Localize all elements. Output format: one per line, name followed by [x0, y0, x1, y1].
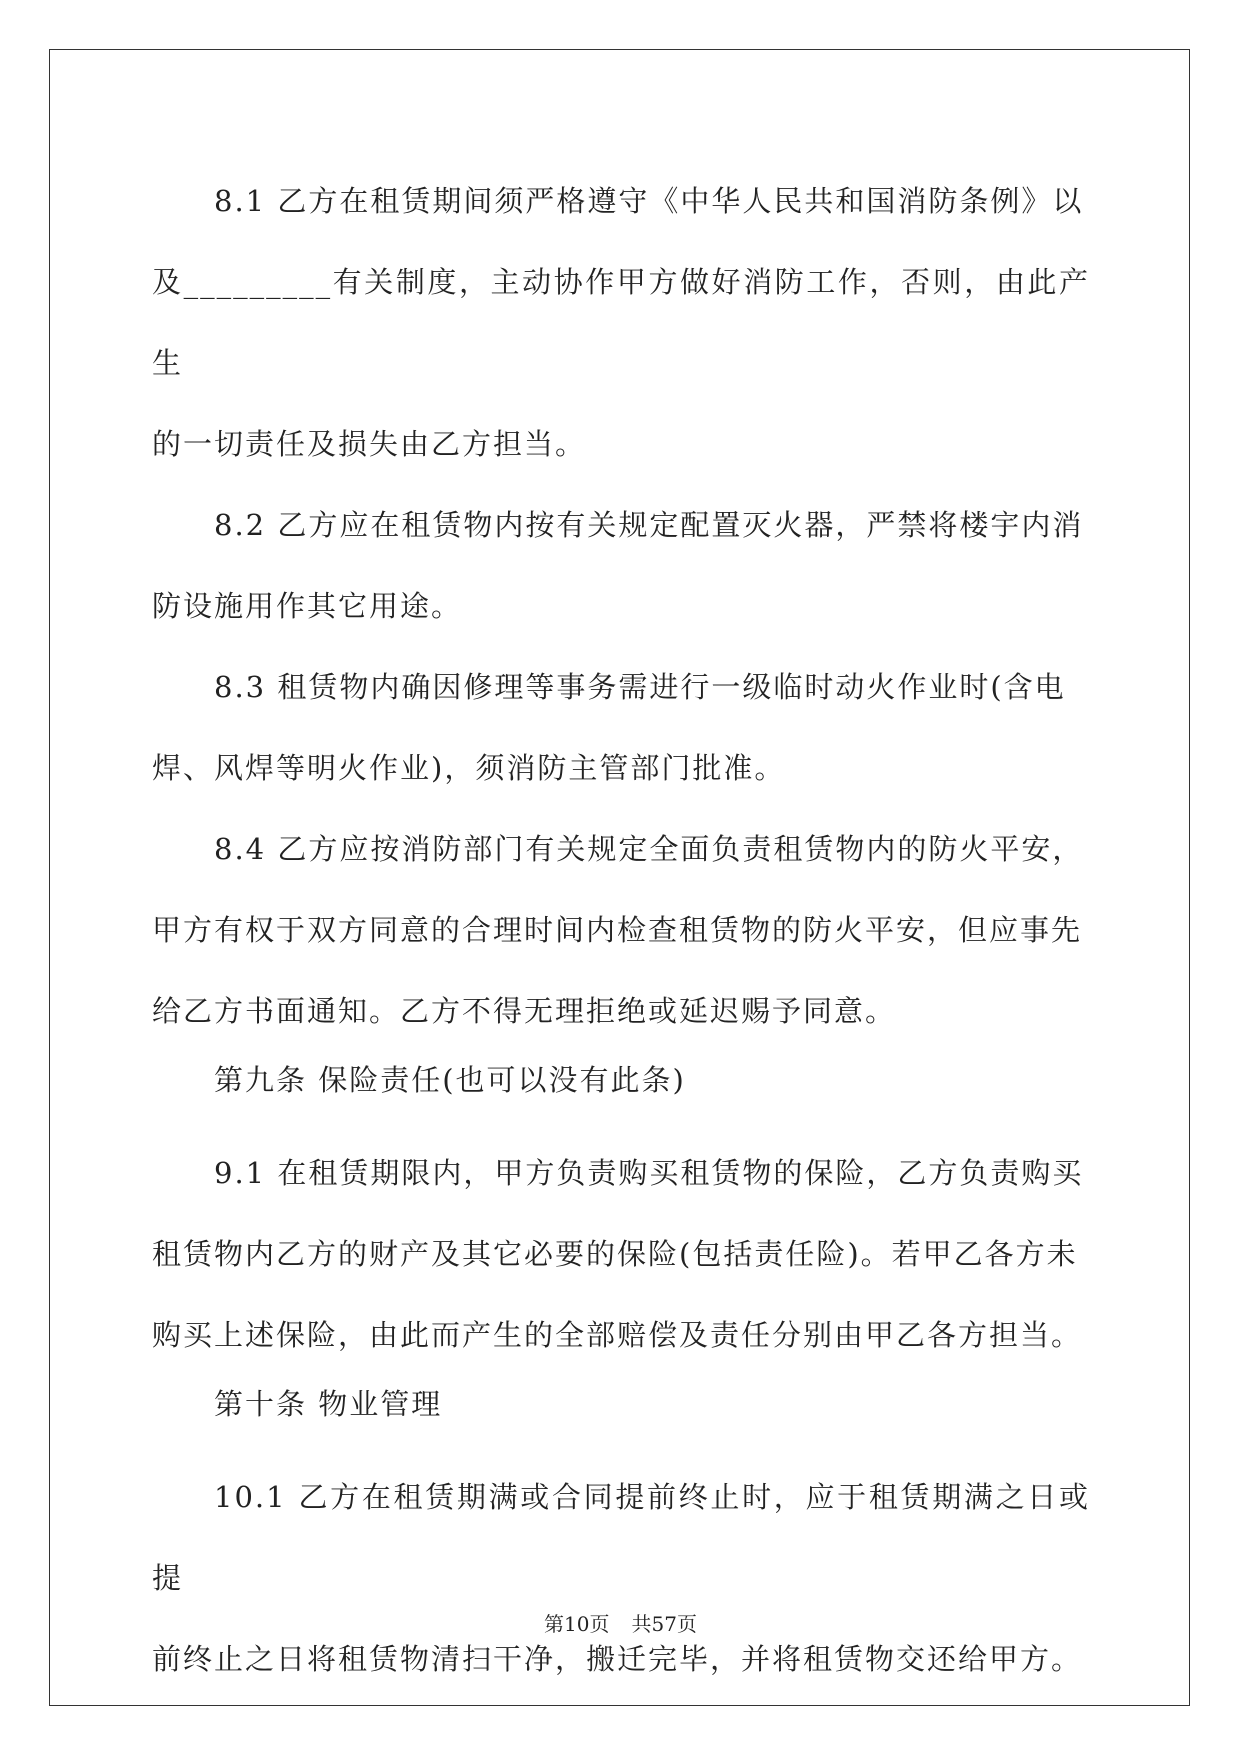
- text-line: 9.1 在租赁期限内，甲方负责购买租赁物的保险，乙方负责购买: [214, 1156, 1084, 1190]
- text-line: 甲方有权于双方同意的合理时间内检查租赁物的防火平安，但应事先: [152, 913, 1083, 947]
- text-line: 8.1 乙方在租赁期间须严格遵守《中华人民共和国消防条例》以: [214, 184, 1084, 218]
- text-line: 前终止之日将租赁物清扫干净，搬迁完毕，并将租赁物交还给甲方。: [152, 1642, 1083, 1676]
- text-line: 8.2 乙方应在租赁物内按有关规定配置灭火器，严禁将楼宇内消: [214, 508, 1084, 542]
- text-line: 的一切责任及损失由乙方担当。: [152, 427, 587, 461]
- text-line: 防设施用作其它用途。: [152, 589, 463, 623]
- clause-paragraph: [152, 1457, 1090, 1700]
- text-line: 8.3 租赁物内确因修理等事务需进行一级临时动火作业时(含电: [214, 670, 1066, 704]
- page-footer: [0, 1608, 1241, 1637]
- text-line: 8.4 乙方应按消防部门有关规定全面负责租赁物内的防火平安，: [214, 832, 1084, 866]
- document-body: [152, 161, 1090, 1700]
- text-line: 焊、风焊等明火作业)，须消防主管部门批准。: [152, 751, 786, 785]
- text-line: 第九条 保险责任(也可以没有此条): [214, 1063, 686, 1097]
- clause-paragraph: [152, 647, 1090, 809]
- text-line: 第十条 物业管理: [214, 1387, 443, 1421]
- text-line: 租赁物内乙方的财产及其它必要的保险(包括责任险)。若甲乙各方未: [152, 1237, 1078, 1271]
- page-number: 第10页: [544, 1612, 610, 1636]
- text-line: 及_________有关制度，主动协作甲方做好消防工作，否则，由此产生: [152, 265, 1090, 380]
- section-heading: [152, 1364, 1090, 1445]
- clause-paragraph: [152, 1133, 1090, 1376]
- text-line: 给乙方书面通知。乙方不得无理拒绝或延迟赐予同意。: [152, 994, 897, 1028]
- clause-paragraph: [152, 809, 1090, 1052]
- clause-paragraph: [152, 161, 1090, 485]
- clause-paragraph: [152, 485, 1090, 647]
- section-heading: [152, 1040, 1090, 1121]
- text-line: 购买上述保险，由此而产生的全部赔偿及责任分别由甲乙各方担当。: [152, 1318, 1083, 1352]
- text-line: 10.1 乙方在租赁期满或合同提前终止时，应于租赁期满之日或提: [152, 1480, 1090, 1595]
- page-total: 共57页: [631, 1612, 697, 1636]
